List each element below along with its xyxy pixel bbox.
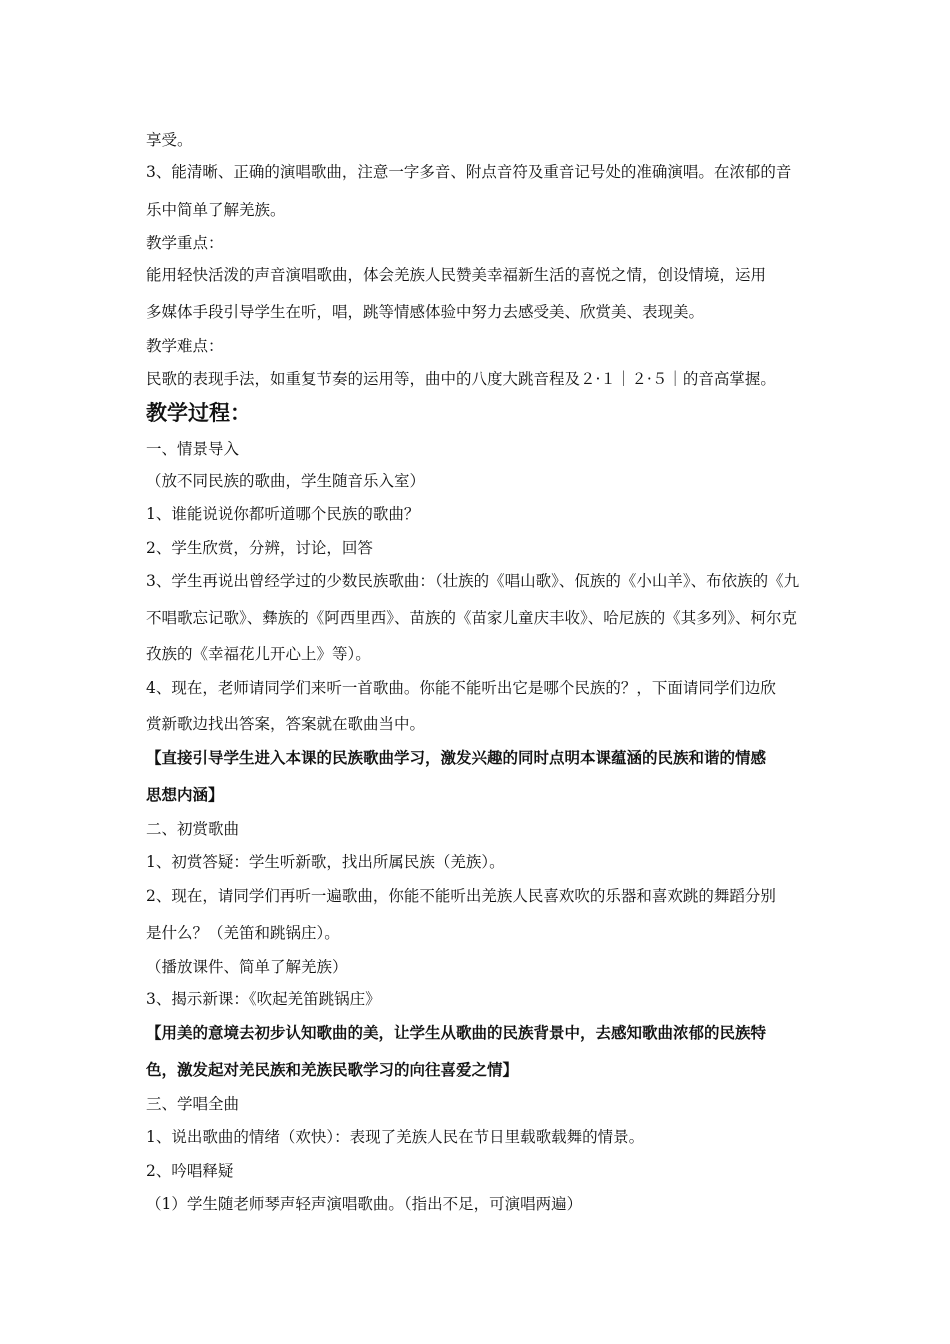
text-line: 1、谁能说说你都听道哪个民族的歌曲？ bbox=[146, 505, 420, 523]
text-line: 3、学生再说出曾经学过的少数民族歌曲：（壮族的《唱山歌》、佤族的《小山羊》、布依族的《九 bbox=[146, 572, 800, 590]
text-line: 2、现在，请同学们再听一遍歌曲，你能不能听出羌族人民喜欢吹的乐器和喜欢跳的舞蹈分别 bbox=[146, 887, 776, 905]
text-line: 享受。 bbox=[146, 131, 193, 149]
text-line: 不唱歌忘记歌》、彝族的《阿西里西》、苗族的《苗家儿童庆丰收》、哈尼族的《其多列》、柯尔克 bbox=[146, 609, 798, 627]
text-line: （放不同民族的歌曲，学生随音乐入室） bbox=[146, 472, 426, 490]
text-line: 4、现在，老师请同学们来听一首歌曲。你能不能听出它是哪个民族的？，下面请同学们边欣 bbox=[146, 679, 776, 697]
text-line: 思想内涵】 bbox=[146, 785, 224, 804]
text-line: 2、学生欣赏，分辨，讨论，回答 bbox=[146, 539, 373, 557]
text-line: 色，激发起对羌民族和羌族民歌学习的向往喜爱之情】 bbox=[146, 1060, 519, 1079]
text-line: 民歌的表现手法，如重复节奏的运用等，曲中的八度大跳音程及２·１｜２·５｜的音高掌握。 bbox=[146, 370, 776, 388]
text-line: 能用轻快活泼的声音演唱歌曲，体会羌族人民赞美幸福新生活的喜悦之情，创设情境，运用 bbox=[146, 266, 767, 284]
text-line: 赏新歌边找出答案，答案就在歌曲当中。 bbox=[146, 715, 426, 733]
text-line: 【直接引导学生进入本课的民族歌曲学习，激发兴趣的同时点明本课蕴涵的民族和谐的情感 bbox=[146, 748, 767, 767]
text-line: （1）学生随老师琴声轻声演唱歌曲。（指出不足，可演唱两遍） bbox=[146, 1195, 583, 1213]
section-label: 教学重点： bbox=[146, 234, 224, 252]
text-line: 3、能清晰、正确的演唱歌曲，注意一字多音、附点音符及重音记号处的准确演唱。在浓郁的音 bbox=[146, 163, 792, 181]
text-line: 【用美的意境去初步认知歌曲的美，让学生从歌曲的民族背景中，去感知歌曲浓郁的民族特 bbox=[146, 1023, 767, 1042]
text-line: 2、吟唱释疑 bbox=[146, 1162, 234, 1180]
text-line: 三、学唱全曲 bbox=[146, 1095, 240, 1113]
text-line: 多媒体手段引导学生在听，唱，跳等情感体验中努力去感受美、欣赏美、表现美。 bbox=[146, 303, 705, 321]
text-line: 乐中简单了解羌族。 bbox=[146, 201, 286, 219]
section-heading: 教学过程： bbox=[146, 401, 251, 425]
text-line: 1、初赏答疑：学生听新歌，找出所属民族（羌族）。 bbox=[146, 853, 505, 871]
text-line: 二、初赏歌曲 bbox=[146, 820, 240, 838]
text-line: 孜族的《幸福花儿开心上》等）。 bbox=[146, 645, 371, 663]
text-line: 1、说出歌曲的情绪（欢快）：表现了羌族人民在节日里载歌载舞的情景。 bbox=[146, 1128, 645, 1146]
text-line: 3、揭示新课：《吹起羌笛跳锅庄》 bbox=[146, 990, 381, 1008]
section-label: 教学难点： bbox=[146, 337, 224, 355]
text-line: （播放课件、简单了解羌族） bbox=[146, 958, 348, 976]
text-line: 是什么？（羌笛和跳锅庄）。 bbox=[146, 924, 340, 942]
text-line: 一、情景导入 bbox=[146, 440, 240, 458]
